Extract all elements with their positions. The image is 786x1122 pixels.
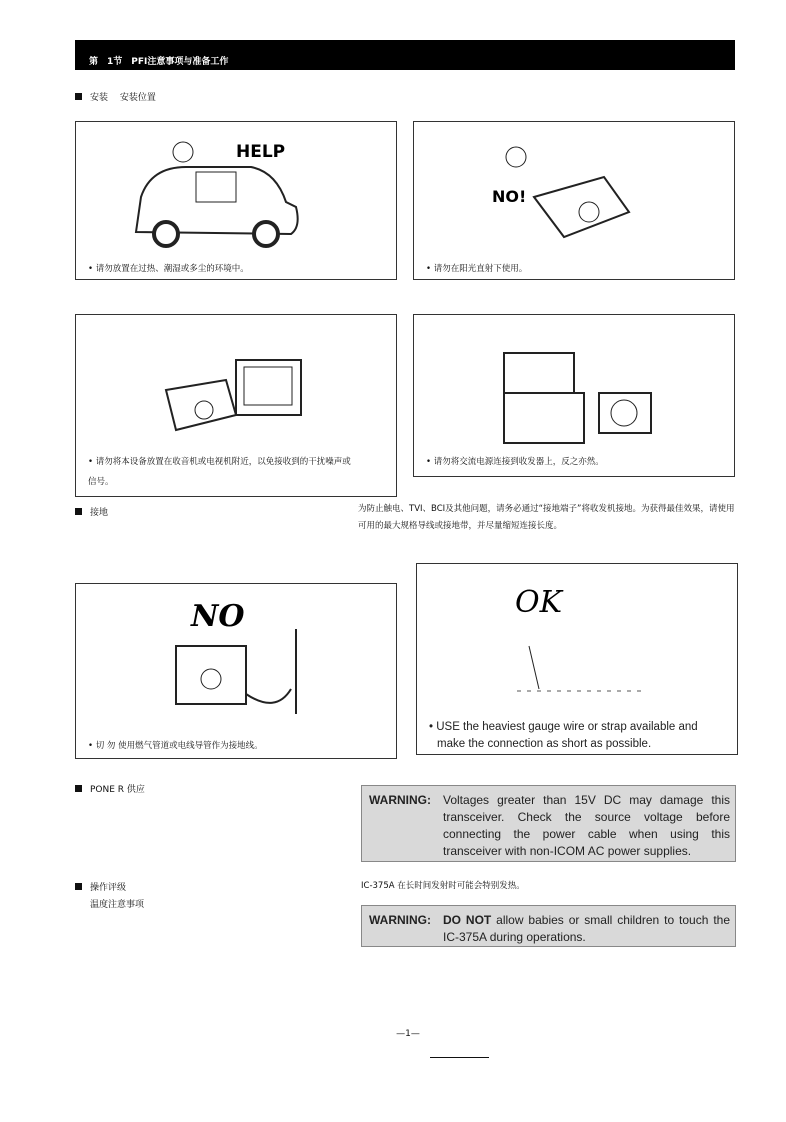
car-illustration xyxy=(76,122,396,257)
page-number: —1— xyxy=(396,1029,420,1039)
caption-continued: make the connection as short as possible. xyxy=(437,738,652,750)
section-install xyxy=(75,90,156,103)
section-title: 第 1节 PFI注意事项与准备工作 xyxy=(89,57,229,67)
section-power xyxy=(75,782,145,795)
caption: • 请勿在阳光直射下使用。 xyxy=(426,264,528,274)
section-sublabel: 温度注意事项 xyxy=(90,900,145,910)
section-ground xyxy=(75,505,108,518)
gas-pipe-illustration xyxy=(76,584,396,734)
no-text: NO xyxy=(191,599,245,634)
ground-paragraph: 为防止触电、TVI、BCI及其他问题，请务必通过“接地端子”将收发机接地。为获得最佳效果，请使用可用的最大规格导线或接地带，并尽量缩短连接长度。 xyxy=(358,504,735,531)
warning-label: WARNING: xyxy=(369,793,431,807)
panel-no-gas-pipe xyxy=(75,583,397,759)
help-text: HELP xyxy=(236,142,286,162)
caption: • 切 勿 使用燃气管道或电线导管作为接地线。 xyxy=(88,741,263,751)
warning-emphasis: DO NOT xyxy=(443,913,492,927)
section-operation xyxy=(75,880,126,893)
panel-heat-humidity xyxy=(75,121,397,280)
caption: • 请勿放置在过热、潮湿或多尘的环境中。 xyxy=(88,264,249,274)
section-label: 操作评级 xyxy=(90,883,127,893)
warning-label: WARNING: xyxy=(369,913,431,927)
section-label: 接地 xyxy=(90,508,109,518)
footer-rule xyxy=(430,1057,489,1058)
panel-tv-radio xyxy=(75,314,397,497)
ground-rod-illustration xyxy=(417,564,737,704)
caption: • 请勿将本设备放置在收音机或电视机附近，以免接收到的干扰噪声或 xyxy=(88,457,351,467)
ok-text: OK xyxy=(515,585,563,620)
ac-power-illustration xyxy=(414,315,734,450)
panel-ok-ground xyxy=(416,563,738,755)
section-label: PONE R 供应 xyxy=(90,785,145,795)
panel-ac-power xyxy=(413,314,735,477)
no-text: NO! xyxy=(492,187,527,206)
caption: • 请勿将交流电源连接到收发器上，反之亦然。 xyxy=(426,457,604,467)
warning-voltage xyxy=(361,785,736,862)
sunlight-illustration xyxy=(414,122,734,257)
warning-text: Voltages greater than 15V DC may damage this transceiver. Check the source voltage before connecting the power cable when using this transceiver with non-ICOM AC power supplies. xyxy=(443,793,730,858)
heat-note: IC-375A 在长时间发射时可能会特别发热。 xyxy=(361,881,525,891)
warning-text: allow babies or small children to touch the IC-375A during operations. xyxy=(443,913,730,944)
warning-children xyxy=(361,905,736,947)
section-header-bar xyxy=(75,40,735,70)
section-label: 安装 安装位置 xyxy=(90,93,156,103)
caption: • USE the heaviest gauge wire or strap available and xyxy=(429,721,698,733)
panel-sunlight xyxy=(413,121,735,280)
caption-continued: 信号。 xyxy=(88,477,114,487)
tv-illustration xyxy=(76,315,396,450)
